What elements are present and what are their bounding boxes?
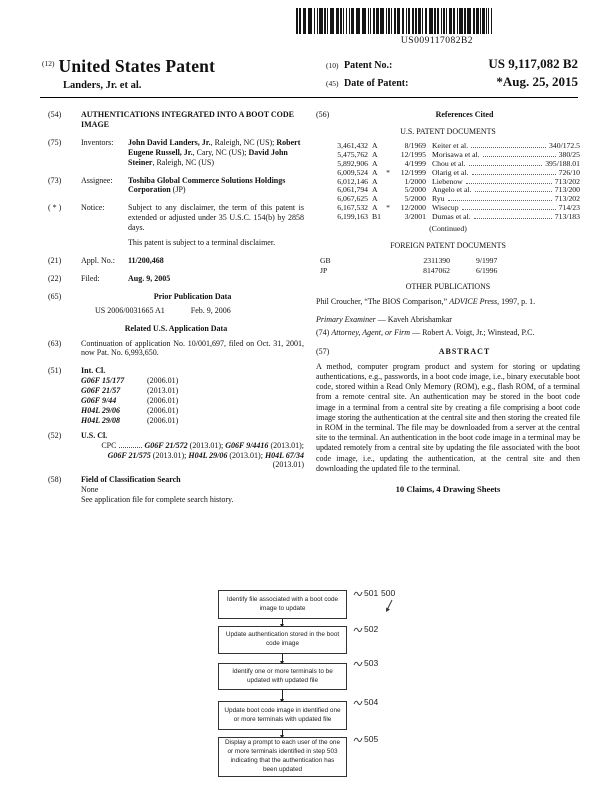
us-cl-heading: U.S. Cl. bbox=[81, 430, 108, 440]
section-63-code: (63) bbox=[48, 338, 62, 348]
citation-row: 6,012,146 A 1/2000 Liebenow 713/202 bbox=[337, 176, 580, 186]
section-22-filed bbox=[48, 274, 304, 284]
int-cl-content bbox=[81, 366, 304, 425]
notice-label: Notice: bbox=[81, 203, 105, 213]
citation-row: 5,475,762 A 12/1995 Morisawa et al. 380/25 bbox=[337, 149, 580, 159]
patent-authors: Landers, Jr. et al. bbox=[63, 80, 142, 91]
step-label-503: 503 bbox=[353, 658, 378, 668]
step-label-502: 502 bbox=[353, 624, 378, 634]
field-of-search-note: See application file for complete search history. bbox=[81, 495, 234, 505]
header bbox=[42, 56, 578, 92]
notice-paragraph-1: Subject to any disclaimer, the term of this patent is extended or adjusted under 35 U.S.C. 154(b) by 2858 days. bbox=[128, 203, 304, 233]
right-column bbox=[316, 110, 580, 495]
publication-number: US 2006/0031665 A1 bbox=[95, 305, 165, 315]
claims-line: 10 Claims, 4 Drawing Sheets bbox=[395, 484, 501, 495]
field-of-search-none: None bbox=[81, 485, 99, 495]
section-22-code: (22) bbox=[48, 273, 62, 283]
field-code-10: (10) bbox=[326, 61, 339, 70]
field-of-search-heading: Field of Classification Search bbox=[81, 475, 181, 485]
date-of-patent: *Aug. 25, 2015 bbox=[496, 74, 578, 89]
patent-number: US 9,117,082 B2 bbox=[488, 56, 578, 71]
inventor-name: John David Landers, Jr. bbox=[128, 137, 211, 147]
citation-row: 6,061,794 A 5/2000 Angelo et al. 713/200 bbox=[337, 185, 580, 195]
int-cl-row: H04L 29/06 (2006.01) bbox=[81, 405, 179, 415]
citation-row: 6,199,163 B1 3/2001 Dumas et al. 713/183 bbox=[337, 212, 580, 222]
filed-value: Aug. 9, 2005 bbox=[128, 273, 171, 283]
citation-row: 6,009,524 A * 12/1999 Olarig et al. 726/10 bbox=[337, 167, 580, 177]
abstract-text: A method, computer program product and system for storing or updating authentications, e.g., passwords, in a boot code image, i.e., binary executable boot code, stored within a Read Only Memory (ROM), e.g., flash ROM, of a terminal from a remote central site. An authentication may be stored in the boot code image in a terminal from a central site by creating a file comprising a boot code image storing the authentication at the central site and then storing the created file in ROM in the terminal. The file may be downloaded from a server at the central site to the terminal. An authentication in the boot code image in a terminal may be updated remotely from a central site by updating the file associated with the boot code image, i.e., updating the authentication, at the central site and then downloading the updated file to the terminal. bbox=[316, 361, 580, 473]
field-code-12: (12) bbox=[42, 59, 55, 68]
section-58-code: (58) bbox=[48, 475, 62, 485]
flowchart-step-2: Update authentication stored in the boot code image bbox=[218, 626, 347, 654]
flowchart-step-4: Update boot code image in identified one or more terminals with updated file bbox=[218, 701, 347, 730]
assignee-name: Toshiba Global Commerce Solutions Holdings Corporation bbox=[128, 175, 286, 195]
section-58-field-of-search bbox=[48, 475, 304, 505]
assignee-value: Toshiba Global Commerce Solutions Holdings Corporation (JP) bbox=[128, 175, 286, 195]
inventor-name: David John Steiner bbox=[128, 147, 288, 167]
notice-paragraph-2: This patent is subject to a terminal disclaimer. bbox=[128, 238, 276, 248]
int-cl-row: G06F 21/57 (2013.01) bbox=[81, 386, 179, 396]
step-label-504: 504 bbox=[353, 697, 378, 707]
filed-label: Filed: bbox=[81, 273, 100, 283]
squiggle-connector bbox=[353, 626, 363, 632]
publication-date: Feb. 9, 2006 bbox=[190, 305, 231, 315]
other-publication-entry: Phil Croucher, “The BIOS Comparison,” ADVICE Press, 1997, p. 1. bbox=[316, 296, 536, 306]
section-notice bbox=[48, 203, 304, 248]
section-54-title bbox=[48, 110, 304, 130]
patent-no-label: Patent No.: bbox=[344, 60, 393, 71]
field-code-45: (45) bbox=[326, 79, 339, 88]
flow-arrow bbox=[282, 690, 283, 700]
inventor-name: Robert Eugene Russell, Jr. bbox=[128, 137, 301, 157]
section-65-code: (65) bbox=[48, 291, 62, 301]
citation-row: 5,892,906 A 4/1999 Chou et al. 395/188.01 bbox=[337, 158, 580, 168]
appl-no-value: 11/200,468 bbox=[128, 255, 164, 265]
section-52-code: (52) bbox=[48, 430, 62, 440]
field-of-search-content bbox=[81, 475, 304, 505]
flowchart-figure bbox=[150, 585, 480, 790]
foreign-citation-row: JP 8147062 6/1996 bbox=[320, 265, 498, 275]
flowchart-step-3: Identify one or more terminals to be updated with updated file bbox=[218, 663, 347, 690]
int-cl-heading: Int. Cl. bbox=[81, 366, 106, 376]
int-cl-row: H04L 29/08 (2006.01) bbox=[81, 415, 179, 425]
section-21-appl-no bbox=[48, 256, 304, 266]
step-label-505: 505 bbox=[353, 734, 378, 744]
citation-row: 6,167,532 A * 12/2000 Wisecup 714/23 bbox=[337, 203, 580, 213]
squiggle-connector bbox=[353, 699, 363, 705]
primary-examiner-line: Primary Examiner — Kaveh Abrishamkar bbox=[316, 314, 452, 324]
date-of-patent-label: Date of Patent: bbox=[344, 78, 409, 89]
notice-text bbox=[128, 203, 304, 248]
section-51-code: (51) bbox=[48, 366, 62, 376]
assignee-label: Assignee: bbox=[81, 175, 113, 185]
continued-note: (Continued) bbox=[429, 224, 467, 234]
section-63-continuation bbox=[48, 339, 304, 359]
header-right bbox=[326, 56, 578, 92]
squiggle-connector bbox=[353, 736, 363, 742]
figure-reference-500: 500 bbox=[381, 588, 395, 614]
related-application-heading: Related U.S. Application Data bbox=[124, 323, 228, 333]
page-title: United States Patent bbox=[58, 56, 216, 76]
int-cl-row: G06F 9/44 (2006.01) bbox=[81, 396, 179, 406]
notice-code: ( * ) bbox=[48, 203, 62, 213]
flowchart-step-1: Identify file associated with a boot code image to update bbox=[218, 590, 347, 619]
section-65-prior-publication bbox=[48, 292, 304, 302]
section-73-assignee bbox=[48, 176, 304, 196]
step-label-501: 501 bbox=[353, 588, 378, 598]
section-56-references bbox=[316, 110, 580, 120]
prior-publication-line bbox=[95, 306, 304, 316]
invention-title: AUTHENTICATIONS INTEGRATED INTO A BOOT CODE IMAGE bbox=[81, 110, 295, 129]
section-73-code: (73) bbox=[48, 175, 62, 185]
us-cl-content bbox=[81, 431, 304, 471]
continuation-text: Continuation of application No. 10/001,697, filed on Oct. 31, 2001, now Pat. No. 6,993,650. bbox=[81, 338, 304, 358]
inventors-label: Inventors: bbox=[81, 137, 114, 147]
us-patent-citations bbox=[326, 142, 580, 222]
foreign-patent-documents-heading: FOREIGN PATENT DOCUMENTS bbox=[390, 241, 506, 251]
section-52-us-cl bbox=[48, 431, 304, 471]
foreign-citations bbox=[320, 256, 580, 275]
other-publications-heading: OTHER PUBLICATIONS bbox=[405, 282, 491, 292]
section-54-code: (54) bbox=[48, 110, 62, 119]
us-patent-documents-heading: U.S. PATENT DOCUMENTS bbox=[400, 126, 496, 136]
flow-arrow bbox=[282, 619, 283, 625]
cpc-line: CPC ............ G06F 21/572 (2013.01); G06F 9/4416 (2013.01); G06F 21/575 (2013.01); H04L 29/06 (2013.01); H04L 67/34 (2013.01) bbox=[101, 440, 304, 470]
section-75-inventors bbox=[48, 138, 304, 168]
citation-row: 6,067,625 A 5/2000 Ryu 713/202 bbox=[337, 194, 580, 204]
section-51-int-cl bbox=[48, 366, 304, 425]
attorney-line: (74) Attorney, Agent, or Firm — Robert A. Voigt, Jr.; Winstead, P.C. bbox=[316, 327, 535, 337]
header-left bbox=[42, 56, 215, 92]
int-cl-row: G06F 15/177 (2006.01) bbox=[81, 376, 179, 386]
section-75-code: (75) bbox=[48, 137, 62, 147]
section-57-abstract bbox=[316, 347, 580, 357]
citation-row: 3,461,432 A 8/1969 Keiter et al. 340/172.5 bbox=[337, 140, 580, 150]
left-column bbox=[48, 110, 304, 513]
foreign-citation-row: GB 2311390 9/1997 bbox=[320, 255, 498, 265]
flowchart-step-5: Display a prompt to each user of the one or more terminals identified in step 503 indicating that the authentication has been updated bbox=[218, 737, 347, 777]
prior-publication-heading: Prior Publication Data bbox=[153, 291, 232, 301]
references-cited-heading: References Cited bbox=[435, 110, 494, 119]
flow-arrow bbox=[282, 730, 283, 736]
section-56-code: (56) bbox=[316, 110, 330, 119]
figure-reference-arrow bbox=[383, 598, 395, 614]
barcode-image bbox=[296, 8, 578, 34]
section-21-code: (21) bbox=[48, 255, 62, 265]
squiggle-connector bbox=[353, 590, 363, 596]
flow-arrow bbox=[282, 654, 283, 662]
appl-no-label: Appl. No.: bbox=[81, 255, 115, 265]
squiggle-connector bbox=[353, 660, 363, 666]
inventors-value: John David Landers, Jr., Raleigh, NC (US); Robert Eugene Russell, Jr., Cary, NC (US); David John Steiner, Raleigh, NC (US) bbox=[128, 137, 301, 167]
barcode-text: US009117082B2 bbox=[400, 36, 474, 46]
header-rule bbox=[40, 97, 578, 98]
abstract-heading: ABSTRACT bbox=[438, 346, 491, 356]
section-57-code: (57) bbox=[316, 346, 330, 356]
